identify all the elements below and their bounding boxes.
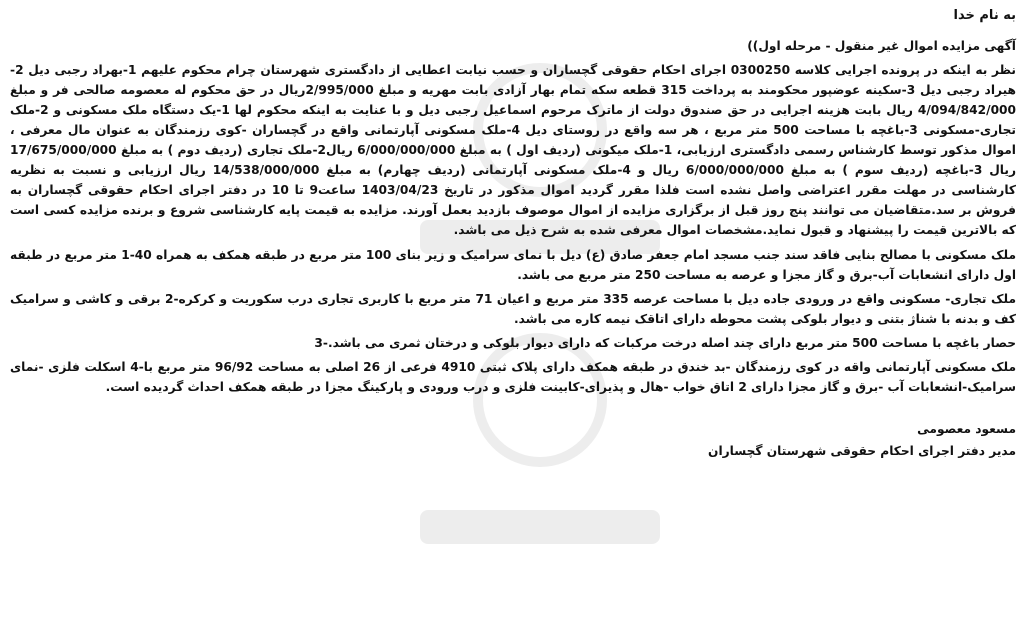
property-item-4: ملک مسکونی آپارتمانی واقه در کوی رزمندگان -بد خندق در طبقه همکف دارای پلاک ثبتی 4910 فرعی از 26 اصلی به مساحت 96/92 متر مربع با-4 اسکلت فلزی -نمای سرامیک-انشعابات آب -برق و گاز مجزا دارای 2 اتاق خواب -هال و پذیرای-کابینت فلزی و درب ورودی و پارکینگ مجزا در طبقه همکف احداث گردیده است. [10,360,1017,394]
intro-paragraph: نظر به اینکه در پرونده اجرایی کلاسه 0300250 اجرای احکام حقوقی گچساران و حسب نیابت اعطایی از دادگستری شهرستان چرام محکوم علیهم 1-بهراد رجبی دیل 2-هیراد رجبی دیل 3-سکینه عوضپور محکومند به پرداخت 315 قطعه سکه تمام بهار آزادی بابت مهریه و مبلغ 2/995/000ریال در حق محکوم له معصومه صالحی فر و مبلغ 4/094/842/000 ریال بابت هزینه اجرایی در حق صندوق دولت از ماترک مرحوم اسماعیل رجبی دیل و با عنایت به اینکه محکوم لها 1-یک دستگاه ملک مسکونی و 2-ملک تجاری-مسکونی 3-باغچه با مساحت 500 متر مربع ، هر سه واقع در روستای دیل 4-ملک مسکونی آپارتمانی واقع در گچساران -کوی رزمندگان به عنوان مال معرفی ، اموال مذکور توسط کارشناس رسمی دادگستری ارزیابی، 1-ملک میکونی (ردیف اول ) به مبلغ 6/000/000/000 ریال2-ملک تجاری (ردیف دوم ) به مبلغ 17/675/000/000 ریال 3-باغچه (ردیف سوم ) به مبلغ 6/000/000/000 ریال و 4-ملک مسکونی آپارتمانی (ردیف چهارم) به مبلغ 14/538/000/000 ریال ارزیابی و نسبت به نظریه کارشناسی در مهلت مقرر اعتراضی واصل نشده است فلذا مقرر گردید اموال مذکور در تاریخ 1403/04/23 ساعت9 تا 10 در دفتر اجرای احکام حقوقی گچساران به فروش بر سد.متقاضیان می توانند پنج روز قبل از برگزاری مزایده از اموال موصوف بازدید بعمل آورند. مزایده به قیمت پایه کارشناسی شروع و برنده مزایده کسی است که بالاترین قیمت را پیشنهاد و قبول نماید.مشخصات اموال معرفی شده به شرح ذیل می باشد. [10,63,1017,237]
notice-heading: آگهی مزایده اموال غیر منقول - مرحله اول)) [747,39,1016,53]
property-item-2: ملک تجاری- مسکونی واقع در ورودی جاده دیل با مساحت عرصه 335 متر مربع و اعیان 71 متر مربع با کاربری تجاری درب سکوریت و کرکره-2 برقی و کاشی و سرامیک کف و بدنه با شناژ بتنی و دیوار بلوکی پشت محوطه دارای اتاقک نیمه کاره می باشد. [10,292,1017,326]
signer-name: مسعود معصومی [917,422,1016,436]
signer-title: مدیر دفتر اجرای احکام حقوقی شهرستان گچساران [708,444,1016,458]
auction-notice [10,6,1016,461]
property-item-1: ملک مسکونی با مصالح بنایی فاقد سند جنب مسجد امام جعفر صادق (ع) دیل با نمای سرامیک و زیر بنای 100 متر مربع در طبقه همکف به همراه 40-1 متر مربع در طبقه اول دارای انشعابات آب-برق و گاز مجزا و عرصه به مساحت 250 متر مربع می باشد. [10,248,1016,282]
opening-line: به نام خدا [953,8,1016,23]
property-item-3: حصار باغچه با مساحت 500 متر مربع دارای چند اصله درخت مرکبات که دارای دیوار بلوکی و درختان ثمری می باشد.-3 [314,336,1016,350]
